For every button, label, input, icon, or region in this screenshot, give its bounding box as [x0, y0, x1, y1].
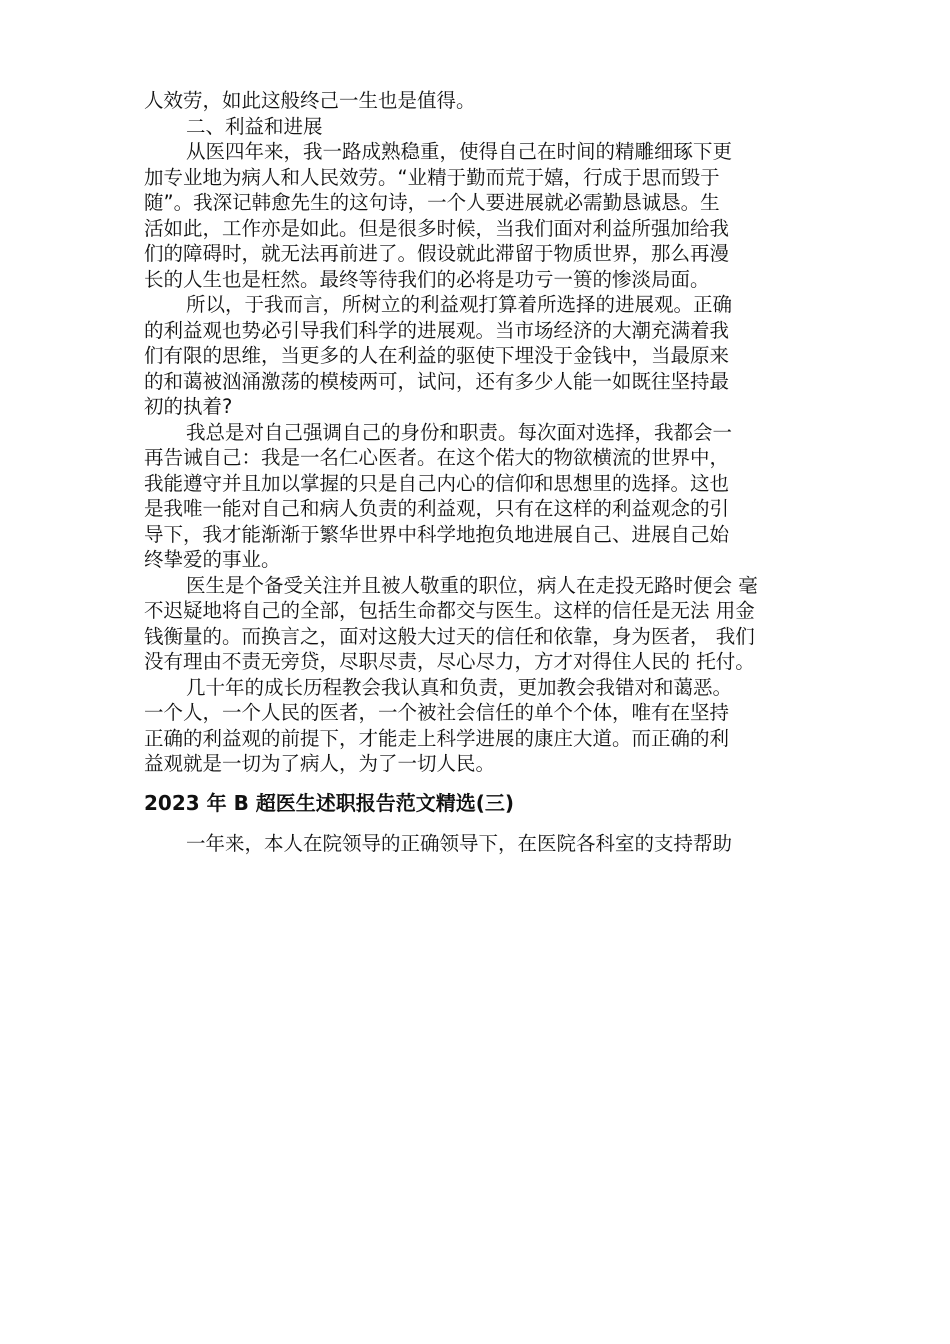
- paragraph-line: 导下，我才能渐渐于繁华世界中科学地抱负地进展自己、进展自己始: [144, 522, 730, 546]
- paragraph-line: 长的人生也是枉然。最终等待我们的必将是功亏一篑的惨淡局面。: [144, 267, 710, 291]
- paragraph-line: 钱衡量的。而换言之，面对这般大过天的信任和依靠，身为医者， 我们: [144, 624, 755, 648]
- paragraph-line: 终挚爱的事业。: [144, 548, 281, 571]
- paragraph-line: 一年来，本人在院领导的正确领导下，在医院各科室的支持帮助: [186, 831, 733, 855]
- paragraph-line: 加专业地为病人和人民效劳。“业精于勤而荒于嬉，行成于思而毁于: [144, 165, 720, 189]
- paragraph-line: 不迟疑地将自己的全部，包括生命都交与医生。这样的信任是无法 用金: [144, 599, 755, 622]
- paragraph-line: 从医四年来，我一路成熟稳重，使得自己在时间的精雕细琢下更: [186, 140, 733, 163]
- section-heading: 2023 年 B 超医生述职报告范文精选(三): [144, 790, 515, 815]
- paragraph-line: 正确的利益观的前提下，才能走上科学进展的康庄大道。而正确的利: [144, 726, 730, 750]
- paragraph: [144, 573, 804, 675]
- paragraph-line: 们的障碍时，就无法再前进了。假设就此滞留于物质世界，那么再漫: [144, 242, 730, 265]
- section-subheading: 二、利益和进展: [186, 114, 323, 138]
- paragraph: [144, 139, 804, 292]
- paragraph-line: 再告诫自己：我是一名仁心医者。在这个偌大的物欲横流的世界中，: [144, 446, 730, 469]
- paragraph-line: 益观就是一切为了病人，为了一切人民。: [144, 752, 496, 775]
- paragraph-line: 随”。我深记韩愈先生的这句诗，一个人要进展就必需勤恳诚恳。生: [144, 191, 720, 214]
- document-page: [144, 88, 804, 856]
- paragraph-line: 是我唯一能对自己和病人负责的利益观，只有在这样的利益观念的引: [144, 497, 730, 520]
- paragraph-line: 医生是个备受关注并且被人敬重的职位，病人在走投无路时便会 毫: [186, 573, 758, 597]
- paragraph-line: 所以，于我而言，所树立的利益观打算着所选择的进展观。正确: [186, 293, 733, 316]
- paragraph-line: 人效劳，如此这般终己一生也是值得。: [144, 89, 476, 112]
- paragraph-line: 初的执着?: [144, 395, 233, 418]
- paragraph-line: 的利益观也势必引导我们科学的进展观。当市场经济的大潮充满着我: [144, 318, 730, 342]
- paragraph-line: 我总是对自己强调自己的身份和职责。每次面对选择，我都会一: [186, 420, 733, 444]
- paragraph: [144, 292, 804, 420]
- paragraph-line: 几十年的成长历程教会我认真和负责，更加教会我错对和蔼恶。: [186, 675, 733, 699]
- paragraph-line: 一个人，一个人民的医者，一个被社会信任的单个个体，唯有在坚持: [144, 701, 730, 724]
- paragraph-line: 我能遵守并且加以掌握的只是自己内心的信仰和思想里的选择。这也: [144, 471, 730, 495]
- paragraph-line: 没有理由不责无旁贷，尽职尽责，尽心尽力，方才对得住人民的 托付。: [144, 650, 755, 673]
- paragraph: [144, 420, 804, 573]
- paragraph-line: 们有限的思维，当更多的人在利益的驱使下埋没于金钱中，当最原来: [144, 344, 730, 367]
- paragraph-line: 的和蔼被汹涌激荡的模棱两可，试问，还有多少人能一如既往坚持最: [144, 369, 730, 393]
- paragraph: [144, 675, 804, 777]
- paragraph-line: 活如此，工作亦是如此。但是很多时候，当我们面对利益所强加给我: [144, 216, 730, 240]
